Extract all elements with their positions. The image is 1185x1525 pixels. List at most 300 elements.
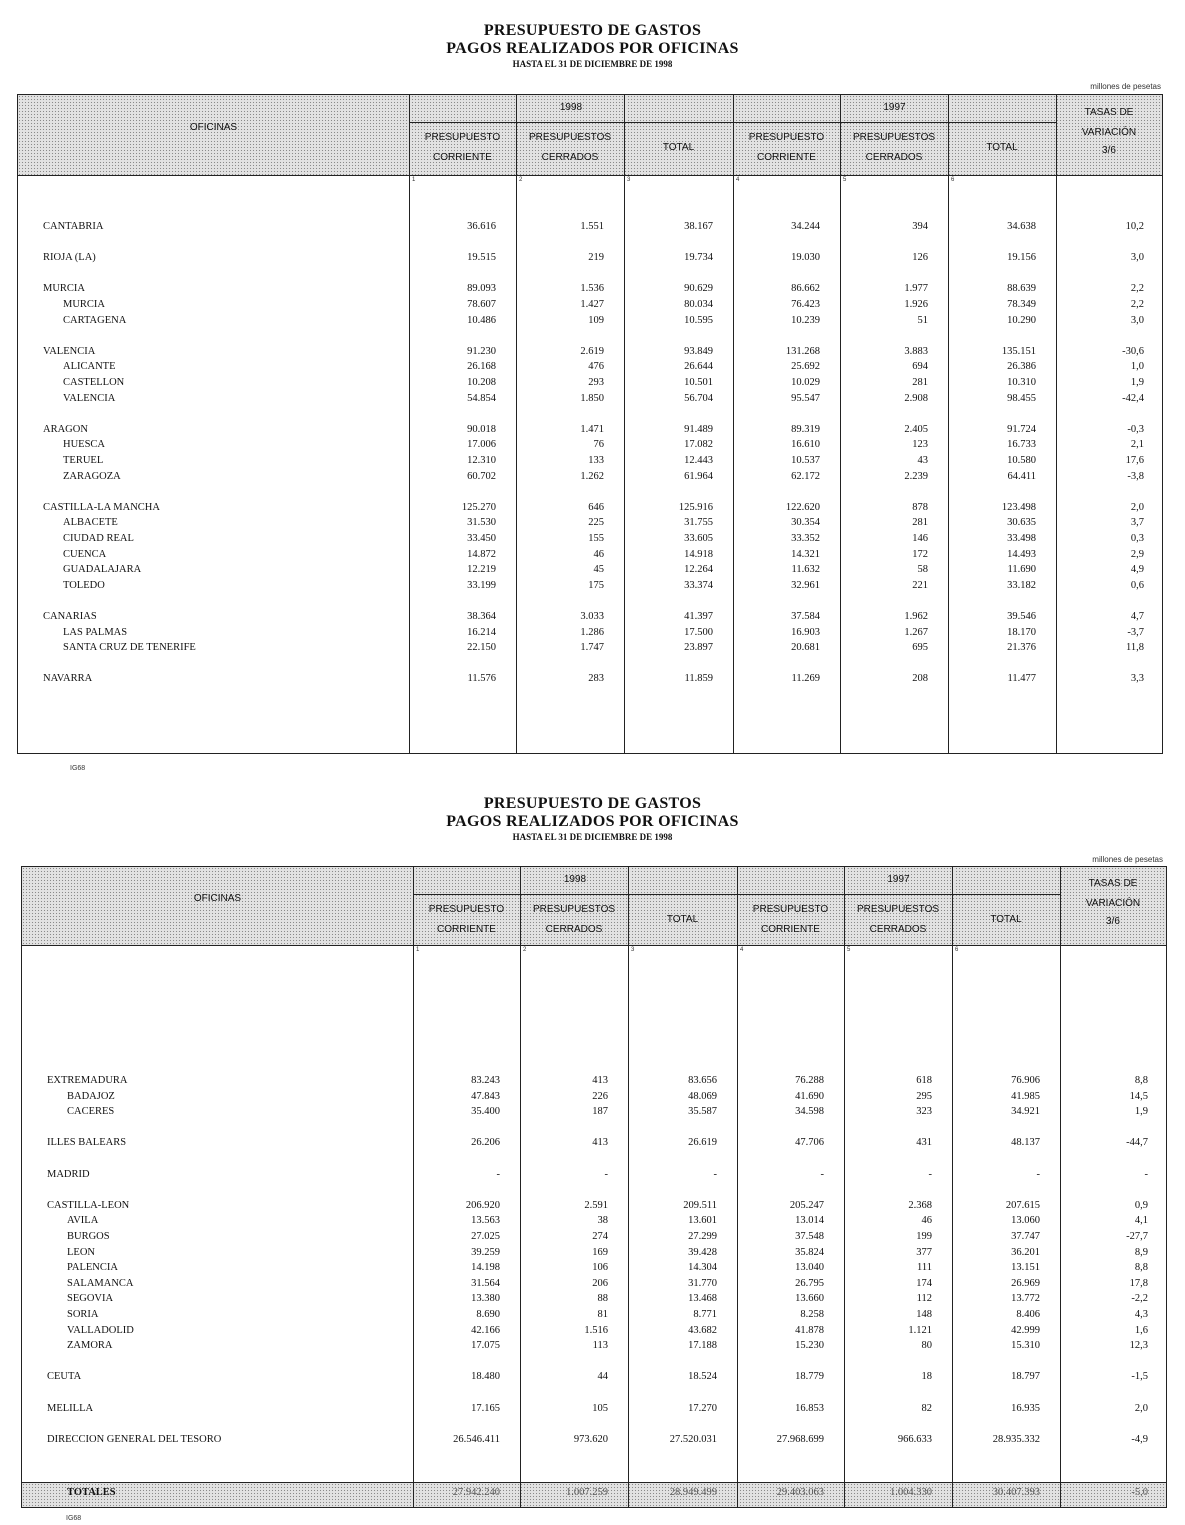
column-divider xyxy=(948,95,949,753)
table-row xyxy=(22,1229,1166,1244)
row-value: 148 xyxy=(916,1309,932,1320)
row-name: MELILLA xyxy=(47,1402,94,1414)
row-value: 293 xyxy=(588,377,604,388)
header-presupuestos-cerrados-l2: CERRADOS xyxy=(545,924,603,935)
row-name: CANTABRIA xyxy=(43,221,104,232)
row-value: 646 xyxy=(588,501,604,513)
table-row xyxy=(18,625,1162,640)
row-value: 17.270 xyxy=(688,1402,717,1414)
column-divider xyxy=(1056,95,1057,753)
row-value: 10.580 xyxy=(1007,455,1036,466)
row-name: CASTELLON xyxy=(63,377,125,388)
row-value: 88 xyxy=(597,1293,608,1305)
column-number: 4 xyxy=(736,177,740,183)
row-value: 973.620 xyxy=(573,1433,608,1445)
row-name: ILLES BALEARS xyxy=(47,1137,127,1149)
row-value: 93.849 xyxy=(684,345,713,357)
row-value: 17.006 xyxy=(467,439,496,451)
row-name: TERUEL xyxy=(63,455,104,466)
header-tasas-l2: VARIACIÓN xyxy=(1081,127,1137,138)
row-name: ZARAGOZA xyxy=(63,470,121,482)
column-number: 2 xyxy=(523,947,527,953)
row-value: 8.258 xyxy=(800,1309,824,1320)
row-value: 13.151 xyxy=(1011,1262,1040,1274)
table-row xyxy=(22,1089,1166,1104)
row-value: 3,3 xyxy=(1130,673,1144,685)
row-name: PALENCIA xyxy=(67,1262,118,1274)
row-value: 205.247 xyxy=(789,1199,824,1211)
row-value: 0,3 xyxy=(1130,533,1144,544)
row-value: 112 xyxy=(916,1293,932,1305)
row-value: 35.587 xyxy=(688,1106,717,1118)
row-value: 2.239 xyxy=(904,470,928,482)
row-value: 207.615 xyxy=(1005,1199,1040,1211)
row-value: 133 xyxy=(588,455,604,466)
row-value: 695 xyxy=(912,642,928,654)
table-row xyxy=(18,531,1162,546)
row-name: MURCIA xyxy=(63,299,106,310)
row-value: 283 xyxy=(588,673,604,685)
row-value: 31.770 xyxy=(688,1277,717,1289)
row-value: 98.455 xyxy=(1007,392,1036,404)
row-value: 30.354 xyxy=(791,517,820,529)
row-value: 36.201 xyxy=(1011,1246,1040,1258)
header-oficinas: OFICINAS xyxy=(189,122,238,133)
row-value: 14.872 xyxy=(467,548,496,560)
header-tasas-l1: TASAS DE xyxy=(1088,878,1138,889)
footer-code: IG68 xyxy=(70,765,86,772)
row-value: 39.428 xyxy=(688,1246,717,1258)
header-year-1997: 1997 xyxy=(887,874,910,885)
row-value: 413 xyxy=(592,1137,608,1149)
table-row xyxy=(22,1307,1166,1322)
row-value: 377 xyxy=(916,1246,932,1258)
header-presupuesto-corriente-l2: CORRIENTE xyxy=(437,924,496,935)
row-value: 19.734 xyxy=(684,252,713,264)
row-value: 431 xyxy=(916,1137,932,1149)
row-value: 41.878 xyxy=(795,1324,824,1336)
row-value: 323 xyxy=(916,1106,932,1118)
row-value: 125.270 xyxy=(461,501,496,513)
row-value: 27.968.699 xyxy=(776,1433,824,1445)
row-value: 10.486 xyxy=(467,314,496,326)
row-value: 90.629 xyxy=(684,283,713,295)
row-value: 155 xyxy=(588,533,604,544)
row-value: 8,9 xyxy=(1134,1246,1148,1258)
row-value: 1.286 xyxy=(580,626,604,638)
row-value: 83.243 xyxy=(471,1075,500,1086)
header-presupuestos-cerrados-l2: CERRADOS xyxy=(869,924,927,935)
row-value: 10.239 xyxy=(791,314,820,326)
row-value: 56.704 xyxy=(684,392,713,404)
row-value: 199 xyxy=(916,1231,932,1242)
column-number: 5 xyxy=(847,947,851,953)
row-value: 105 xyxy=(592,1402,608,1414)
row-value: 10.029 xyxy=(791,377,820,388)
row-value: 281 xyxy=(912,377,928,388)
row-value: 206.920 xyxy=(465,1199,500,1211)
table-row xyxy=(18,547,1162,562)
row-value: 123 xyxy=(912,439,928,451)
row-value: 19.156 xyxy=(1007,252,1036,264)
header-presupuesto-corriente-l2: CORRIENTE xyxy=(433,152,492,163)
row-value: 2,2 xyxy=(1130,283,1144,295)
row-value: 39.259 xyxy=(471,1246,500,1258)
row-value: 394 xyxy=(912,221,928,232)
totals-label: TOTALES xyxy=(67,1487,116,1498)
header-presupuesto-corriente-l2: CORRIENTE xyxy=(757,152,816,163)
table-row xyxy=(22,1260,1166,1275)
row-value: 11.477 xyxy=(1007,673,1036,685)
row-value: 62.172 xyxy=(791,470,820,482)
row-value: 8.690 xyxy=(476,1309,500,1320)
row-value: 91.230 xyxy=(467,345,496,357)
row-value: 4,7 xyxy=(1130,611,1144,622)
title-line-2: PAGOS REALIZADOS POR OFICINAS xyxy=(446,40,739,57)
row-name: CANARIAS xyxy=(43,611,97,622)
row-value: 3,7 xyxy=(1130,517,1144,529)
row-value: 1.471 xyxy=(580,423,604,435)
row-value: 14.198 xyxy=(471,1262,500,1274)
row-value: 126 xyxy=(912,252,928,264)
row-value: 76.423 xyxy=(791,299,820,310)
header-presupuestos-cerrados-l1: PRESUPUESTOS xyxy=(528,132,612,143)
title-block xyxy=(0,795,1185,843)
row-value: 281 xyxy=(912,517,928,529)
row-value: 33.182 xyxy=(1007,579,1036,591)
row-value: 30.635 xyxy=(1007,517,1036,529)
row-value: 8,8 xyxy=(1134,1262,1148,1274)
title-line-3: HASTA EL 31 DE DICIEMBRE DE 1998 xyxy=(512,59,673,69)
row-value: 295 xyxy=(916,1090,932,1102)
row-value: 2,0 xyxy=(1134,1402,1148,1414)
row-value: 2,1 xyxy=(1130,439,1144,451)
table-row xyxy=(22,1104,1166,1119)
row-value: 13.660 xyxy=(795,1293,824,1305)
row-value: 33.450 xyxy=(467,533,496,544)
page-section-2 xyxy=(0,785,1185,1525)
row-value: 11.690 xyxy=(1007,564,1036,576)
row-value: 10.595 xyxy=(684,314,713,326)
row-value: 226 xyxy=(592,1090,608,1102)
row-value: 225 xyxy=(588,517,604,529)
row-value: 43.682 xyxy=(688,1324,717,1336)
row-value: 221 xyxy=(912,579,928,591)
header-presupuesto-corriente-l1: PRESUPUESTO xyxy=(424,132,501,143)
row-name: RIOJA (LA) xyxy=(43,252,96,264)
row-value: 1.747 xyxy=(580,642,604,654)
row-value: 83.656 xyxy=(688,1075,717,1086)
row-name: SORIA xyxy=(67,1309,99,1320)
column-number: 2 xyxy=(519,177,523,183)
row-value: 36.616 xyxy=(467,221,496,232)
units-note: millones de pesetas xyxy=(1090,82,1161,91)
table-row xyxy=(18,515,1162,530)
row-value: 27.025 xyxy=(471,1231,500,1242)
header-year-1998: 1998 xyxy=(559,102,583,113)
row-value: 17.075 xyxy=(471,1340,500,1352)
row-value: 1.926 xyxy=(904,299,928,310)
table-row xyxy=(18,578,1162,593)
column-divider xyxy=(520,867,521,1507)
row-value: 26.644 xyxy=(684,361,713,373)
row-value: 33.199 xyxy=(467,579,496,591)
row-value: 208 xyxy=(912,673,928,685)
row-value: 32.961 xyxy=(791,579,820,591)
table-row xyxy=(18,375,1162,390)
row-value: 91.489 xyxy=(684,423,713,435)
row-value: 76.288 xyxy=(795,1075,824,1086)
totals-value: 1.004.330 xyxy=(890,1487,932,1498)
row-value: 1.516 xyxy=(584,1324,608,1336)
row-value: 109 xyxy=(588,314,604,326)
row-value: 13.468 xyxy=(688,1293,717,1305)
row-value: 476 xyxy=(588,361,604,373)
row-value: 18 xyxy=(921,1371,932,1383)
row-value: 31.755 xyxy=(684,517,713,529)
column-number: 1 xyxy=(412,177,416,183)
row-value: 14.918 xyxy=(684,548,713,560)
row-name: CIUDAD REAL xyxy=(63,533,134,544)
row-value: 42.166 xyxy=(471,1324,500,1336)
header-presupuestos-cerrados-l1: PRESUPUESTOS xyxy=(856,904,940,915)
row-value: 274 xyxy=(592,1231,608,1242)
row-value: 16.610 xyxy=(791,439,820,451)
row-value: 35.824 xyxy=(795,1246,824,1258)
row-value: 95.547 xyxy=(791,392,820,404)
table-row xyxy=(18,640,1162,655)
row-value: 1,9 xyxy=(1134,1106,1148,1118)
column-divider xyxy=(413,867,414,1507)
header-presupuestos-cerrados-l2: CERRADOS xyxy=(541,152,599,163)
header-tasas-l1: TASAS DE xyxy=(1084,107,1134,118)
row-value: 80 xyxy=(921,1340,932,1352)
row-value: 15.230 xyxy=(795,1340,824,1352)
table-row xyxy=(22,1369,1166,1384)
row-value: 13.601 xyxy=(688,1215,717,1227)
row-value: 1.427 xyxy=(580,299,604,310)
row-value: 219 xyxy=(588,252,604,264)
row-value: 172 xyxy=(912,548,928,560)
table-row xyxy=(18,219,1162,234)
row-value: 2,0 xyxy=(1130,501,1144,513)
totals-value: 1.007.259 xyxy=(566,1487,608,1498)
row-name: NAVARRA xyxy=(43,673,93,685)
column-divider xyxy=(737,867,738,1507)
row-value: 1,0 xyxy=(1130,361,1144,373)
row-value: 1.977 xyxy=(904,283,928,295)
column-divider xyxy=(844,867,845,1507)
row-value: 54.854 xyxy=(467,392,496,404)
row-value: 47.706 xyxy=(795,1137,824,1149)
row-value: 878 xyxy=(912,501,928,513)
row-value: 0,6 xyxy=(1130,579,1144,591)
row-value: 14.321 xyxy=(791,548,820,560)
row-value: 2.368 xyxy=(908,1199,932,1211)
row-value: - xyxy=(496,1168,500,1180)
row-value: 76 xyxy=(593,439,604,451)
header-presupuestos-cerrados-l2: CERRADOS xyxy=(865,152,923,163)
header-presupuestos-cerrados-l1: PRESUPUESTOS xyxy=(532,904,616,915)
row-value: 12,3 xyxy=(1129,1340,1148,1352)
row-value: 11.859 xyxy=(684,673,713,685)
column-divider xyxy=(840,95,841,753)
row-value: 90.018 xyxy=(467,423,496,435)
row-value: 60.702 xyxy=(467,470,496,482)
row-value: 2,2 xyxy=(1130,299,1144,310)
column-number: 4 xyxy=(740,947,744,953)
row-value: 8.406 xyxy=(1016,1309,1040,1320)
row-name: CACERES xyxy=(67,1106,115,1118)
header-year-1998: 1998 xyxy=(563,874,587,885)
row-value: 13.772 xyxy=(1011,1293,1040,1305)
row-name: SALAMANCA xyxy=(67,1277,134,1289)
row-value: 91.724 xyxy=(1007,423,1036,435)
row-value: 187 xyxy=(592,1106,608,1118)
table-row xyxy=(18,609,1162,624)
row-value: 146 xyxy=(912,533,928,544)
row-value: 37.584 xyxy=(791,611,820,622)
totals-value: 28.949.499 xyxy=(669,1487,717,1498)
column-number: 6 xyxy=(955,947,959,953)
row-value: 10.310 xyxy=(1007,377,1036,388)
row-value: 1.267 xyxy=(904,626,928,638)
row-value: 106 xyxy=(592,1262,608,1274)
row-name: CASTILLA-LA MANCHA xyxy=(43,501,160,513)
row-value: 13.060 xyxy=(1011,1215,1040,1227)
table-row xyxy=(18,313,1162,328)
row-name: ZAMORA xyxy=(67,1340,113,1352)
table-row xyxy=(22,1338,1166,1353)
row-value: 12.219 xyxy=(467,564,496,576)
row-name: AVILA xyxy=(67,1215,99,1227)
row-value: 16.903 xyxy=(791,626,820,638)
row-value: -27,7 xyxy=(1126,1231,1148,1242)
totals-row xyxy=(22,1482,1166,1507)
table-row xyxy=(22,1276,1166,1291)
column-number: 5 xyxy=(843,177,847,183)
row-value: 82 xyxy=(921,1402,932,1414)
table-row xyxy=(22,1432,1166,1447)
row-value: 33.605 xyxy=(684,533,713,544)
table-row xyxy=(22,1213,1166,1228)
header-total: TOTAL xyxy=(990,914,1022,925)
row-value: 88.639 xyxy=(1007,283,1036,295)
row-value: 16.935 xyxy=(1011,1402,1040,1414)
table-row xyxy=(18,500,1162,515)
row-value: 174 xyxy=(916,1277,932,1289)
row-value: 41.397 xyxy=(684,611,713,622)
row-value: 34.638 xyxy=(1007,221,1036,232)
row-value: 20.681 xyxy=(791,642,820,654)
row-value: 206 xyxy=(592,1277,608,1289)
table-row xyxy=(18,671,1162,686)
row-value: 22.150 xyxy=(467,642,496,654)
footer-code: IG68 xyxy=(66,1515,82,1522)
row-value: 18.524 xyxy=(688,1371,717,1383)
row-name: LEON xyxy=(67,1246,95,1258)
row-value: 11,8 xyxy=(1126,642,1144,654)
row-value: 21.376 xyxy=(1007,642,1036,654)
row-value: 1.121 xyxy=(908,1324,932,1336)
row-value: 111 xyxy=(917,1262,932,1274)
header-presupuesto-corriente-l1: PRESUPUESTO xyxy=(752,904,829,915)
row-value: 1.962 xyxy=(904,611,928,622)
row-value: -4,9 xyxy=(1131,1433,1148,1445)
row-value: -30,6 xyxy=(1122,345,1144,357)
column-divider xyxy=(628,867,629,1507)
row-value: 41.690 xyxy=(795,1090,824,1102)
table-row xyxy=(22,1401,1166,1416)
header-total: TOTAL xyxy=(666,914,699,925)
row-value: 13.040 xyxy=(795,1262,824,1274)
row-value: 38 xyxy=(597,1215,608,1227)
row-value: 78.607 xyxy=(467,299,496,310)
row-value: - xyxy=(820,1168,824,1180)
row-value: 78.349 xyxy=(1007,299,1036,310)
row-value: 26.206 xyxy=(471,1137,500,1149)
table-row xyxy=(22,1323,1166,1338)
row-value: 17.165 xyxy=(471,1402,500,1414)
row-name: CUENCA xyxy=(63,548,107,560)
row-name: SEGOVIA xyxy=(67,1293,114,1305)
row-value: 175 xyxy=(588,579,604,591)
row-name: GUADALAJARA xyxy=(63,564,142,576)
row-value: 18.797 xyxy=(1011,1371,1040,1383)
totals-value: 29.403.063 xyxy=(776,1487,824,1498)
budget-table-1 xyxy=(17,94,1163,754)
row-value: 123.498 xyxy=(1001,501,1036,513)
row-value: 26.795 xyxy=(795,1277,824,1289)
table-row xyxy=(18,469,1162,484)
header-tasas-l3: 3/6 xyxy=(1106,916,1120,927)
row-value: 4,9 xyxy=(1130,564,1144,576)
row-name: EXTREMADURA xyxy=(47,1075,128,1086)
row-value: 17.188 xyxy=(688,1340,717,1352)
row-value: 14,5 xyxy=(1129,1090,1148,1102)
row-value: 41.985 xyxy=(1011,1090,1040,1102)
row-value: 2.591 xyxy=(584,1199,608,1211)
row-value: 1,6 xyxy=(1134,1324,1148,1336)
row-value: 38.364 xyxy=(467,611,496,622)
row-name: HUESCA xyxy=(63,439,106,451)
row-value: 3.883 xyxy=(904,345,928,357)
row-value: 15.310 xyxy=(1011,1340,1040,1352)
row-value: 26.969 xyxy=(1011,1277,1040,1289)
row-value: 209.511 xyxy=(683,1199,717,1211)
row-value: 13.380 xyxy=(471,1293,500,1305)
title-line-1: PRESUPUESTO DE GASTOS xyxy=(483,795,702,812)
row-value: 35.400 xyxy=(471,1106,500,1118)
totals-value: 30.407.393 xyxy=(992,1487,1040,1498)
header-oficinas: OFICINAS xyxy=(193,893,242,904)
row-value: 48.137 xyxy=(1011,1137,1040,1149)
row-name: CASTILLA-LEON xyxy=(47,1199,130,1211)
row-value: 135.151 xyxy=(1001,345,1036,357)
header-tasas-l2: VARIACIÓN xyxy=(1085,898,1141,909)
row-name: VALENCIA xyxy=(43,345,96,357)
row-value: 19.515 xyxy=(467,252,496,264)
row-value: 11.269 xyxy=(791,673,820,685)
table-row xyxy=(18,562,1162,577)
row-value: 44 xyxy=(597,1371,608,1383)
header-presupuestos-cerrados-l1: PRESUPUESTOS xyxy=(852,132,936,143)
table-row xyxy=(18,344,1162,359)
header-presupuesto-corriente-l1: PRESUPUESTO xyxy=(748,132,825,143)
row-value: 17,8 xyxy=(1129,1277,1148,1289)
header-presupuesto-corriente-l1: PRESUPUESTO xyxy=(428,904,505,915)
table-row xyxy=(22,1245,1166,1260)
